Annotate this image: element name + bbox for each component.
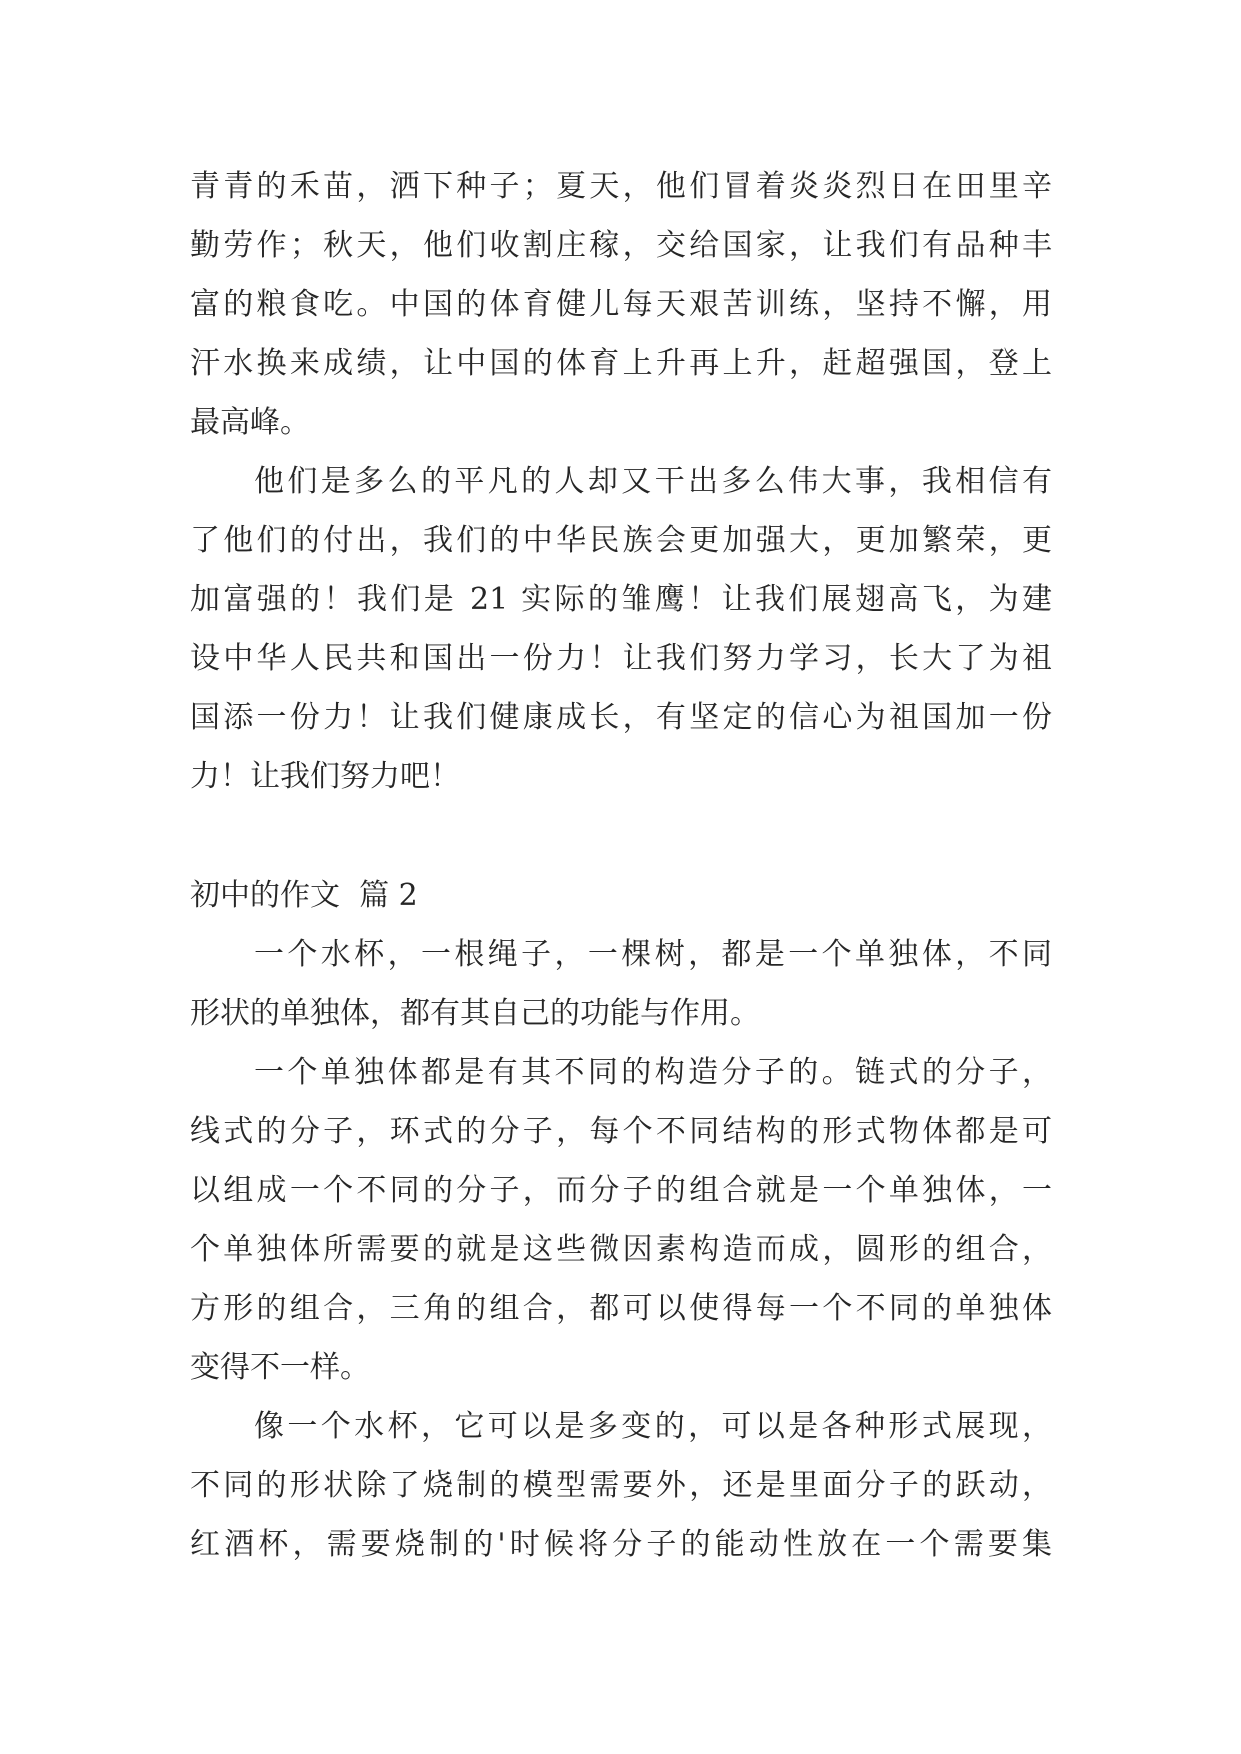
text-line: 个单独体所需要的就是这些微因素构造而成，圆形的组合， bbox=[190, 1232, 1052, 1267]
text-line: 变得不一样。 bbox=[190, 1350, 370, 1385]
text-line: 富的粮食吃。中国的体育健儿每天艰苦训练，坚持不懈，用 bbox=[190, 287, 1052, 322]
text-line: 一个水杯，一根绳子，一棵树，都是一个单独体，不同 bbox=[254, 937, 1052, 972]
text-line: 不同的形状除了烧制的模型需要外，还是里面分子的跃动， bbox=[190, 1468, 1052, 1503]
paragraph bbox=[190, 1397, 1052, 1574]
text-line: 红酒杯，需要烧制的'时候将分子的能动性放在一个需要集 bbox=[190, 1527, 1052, 1562]
paragraph bbox=[190, 925, 1052, 1043]
text-line: 一个单独体都是有其不同的构造分子的。链式的分子， bbox=[254, 1055, 1052, 1090]
text-line: 他们是多么的平凡的人却又干出多么伟大事，我相信有 bbox=[254, 464, 1052, 499]
text-line: 形状的单独体，都有其自己的功能与作用。 bbox=[190, 996, 760, 1031]
section-heading: 初中的作文 篇 2 bbox=[190, 878, 418, 913]
text-line: 汗水换来成绩，让中国的体育上升再上升，赶超强国，登上 bbox=[190, 346, 1052, 381]
text-line: 勤劳作；秋天，他们收割庄稼，交给国家，让我们有品种丰 bbox=[190, 228, 1052, 263]
text-line: 青青的禾苗，洒下种子；夏天，他们冒着炎炎烈日在田里辛 bbox=[190, 169, 1052, 204]
text-line: 国添一份力！让我们健康成长，有坚定的信心为祖国加一份 bbox=[190, 700, 1052, 735]
text-line: 方形的组合，三角的组合，都可以使得每一个不同的单独体 bbox=[190, 1291, 1052, 1326]
paragraph bbox=[190, 452, 1052, 806]
text-line: 设中华人民共和国出一份力！让我们努力学习，长大了为祖 bbox=[190, 641, 1052, 676]
text-line: 了他们的付出，我们的中华民族会更加强大，更加繁荣，更 bbox=[190, 523, 1052, 558]
paragraph bbox=[190, 157, 1052, 452]
section-spacer bbox=[190, 806, 1052, 866]
text-line: 线式的分子，环式的分子，每个不同结构的形式物体都是可 bbox=[190, 1114, 1052, 1149]
text-line: 加富强的！我们是 21 实际的雏鹰！让我们展翅高飞，为建 bbox=[190, 582, 1052, 617]
text-line: 力！让我们努力吧！ bbox=[190, 759, 460, 794]
document-body bbox=[190, 157, 1052, 1574]
text-line: 最高峰。 bbox=[190, 405, 310, 440]
text-line: 以组成一个不同的分子，而分子的组合就是一个单独体，一 bbox=[190, 1173, 1052, 1208]
paragraph bbox=[190, 1043, 1052, 1397]
text-line: 像一个水杯，它可以是多变的，可以是各种形式展现， bbox=[254, 1409, 1052, 1444]
